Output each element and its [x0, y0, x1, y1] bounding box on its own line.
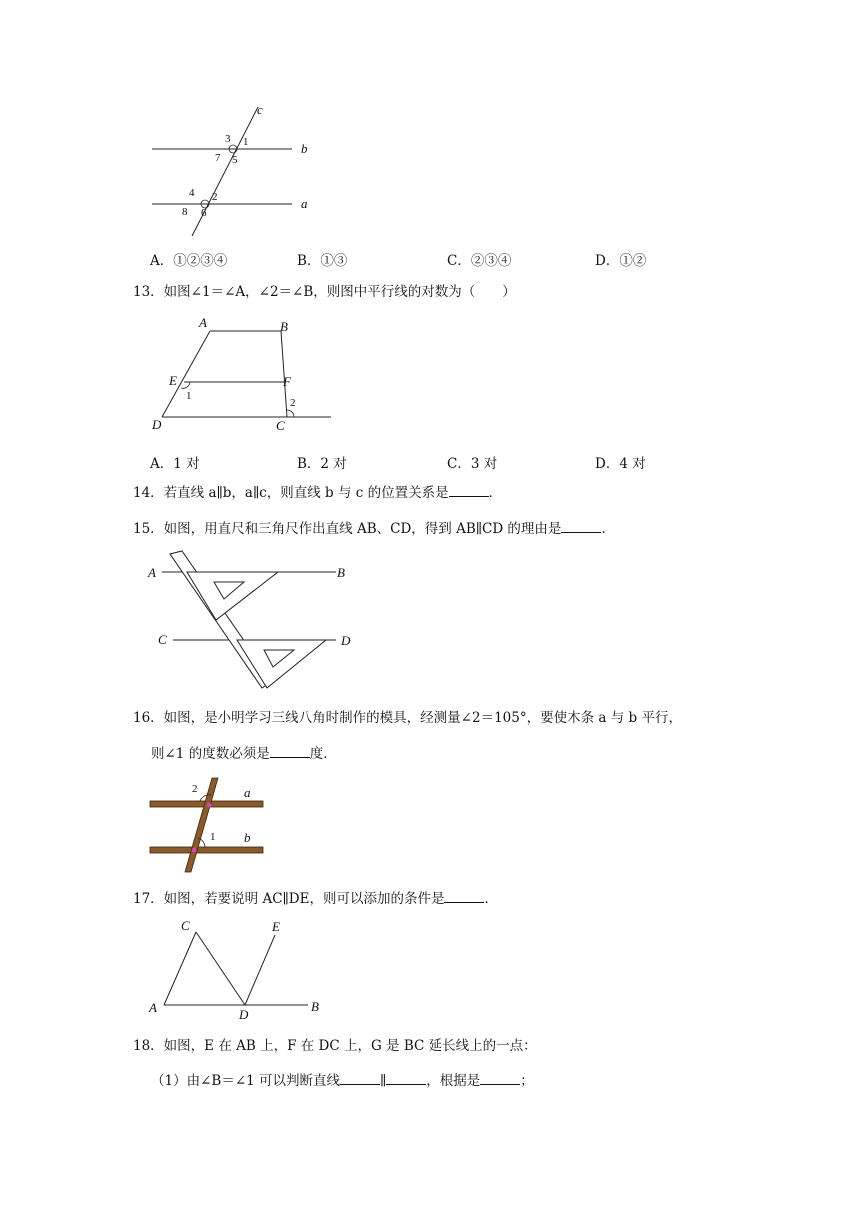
label-a: a	[244, 785, 251, 800]
q16-answer-blank[interactable]	[270, 745, 310, 758]
label-C: C	[181, 918, 190, 933]
angle-7: 7	[215, 152, 221, 164]
q16-text: 则∠1 的度数必须是	[151, 746, 270, 762]
q12-option-c[interactable]: C．②③④	[447, 253, 512, 269]
q14-text: 14．若直线 a∥b，a∥c，则直线 b 与 c 的位置关系是	[133, 485, 449, 501]
q15-period: ．	[601, 521, 615, 537]
segment-DE	[245, 935, 275, 1005]
nail-upper	[207, 803, 212, 808]
label-D: D	[341, 633, 351, 648]
label-A: A	[199, 315, 207, 330]
q17-period: ．	[484, 891, 498, 907]
q17-stem	[133, 890, 498, 908]
q16-line2	[151, 745, 337, 763]
segment-AC	[164, 932, 196, 1005]
figure-q16-wood-model	[148, 776, 278, 876]
q14-stem	[133, 484, 502, 502]
q13-stem: 13．如图∠1＝∠A，∠2＝∠B，则图中平行线的对数为（ ）	[133, 284, 516, 300]
q17-text: 17．如图，若要说明 AC∥DE，则可以添加的条件是	[133, 891, 445, 907]
label-E: E	[169, 373, 177, 388]
q12-option-a[interactable]: A．①②③④	[150, 253, 228, 269]
q18-blank-line2[interactable]	[386, 1072, 426, 1085]
angle-3: 3	[225, 133, 231, 145]
q16-line1: 16．如图，是小明学习三线八角时制作的模具，经测量∠2＝105°，要使木条 a 与 b 平行，	[133, 710, 682, 726]
q18-blank-reason[interactable]	[480, 1072, 520, 1085]
q12-option-b[interactable]: B．①③	[297, 253, 348, 269]
q18-parallel-symbol: ∥	[380, 1073, 387, 1089]
nail-lower	[192, 848, 197, 853]
segment-CD	[196, 932, 245, 1005]
q18-sub1-text: （1）由∠B＝∠1 可以判断直线	[151, 1073, 341, 1089]
q13-option-a[interactable]: A．1 对	[150, 456, 200, 472]
angle-label-1: 1	[186, 390, 192, 402]
label-A: A	[149, 1000, 157, 1015]
q13-option-b[interactable]: B．2 对	[297, 456, 347, 472]
label-B: B	[337, 565, 345, 580]
angle-arc-2	[287, 410, 294, 417]
figure-q13-trapezoid	[140, 310, 340, 435]
figure-q17-triangle	[140, 912, 340, 1022]
angle-5: 5	[232, 154, 238, 166]
q17-answer-blank[interactable]	[444, 890, 484, 903]
angle-4: 4	[189, 187, 195, 199]
q14-answer-blank[interactable]	[449, 484, 489, 497]
q16-unit: 度．	[309, 746, 337, 762]
angle-8: 8	[182, 206, 188, 218]
q12-option-d[interactable]: D．①②	[595, 253, 647, 269]
label-B: B	[280, 319, 288, 334]
angle-arc-1	[181, 382, 190, 388]
label-C: C	[276, 418, 285, 433]
label-D: D	[152, 417, 162, 432]
angle-6: 6	[201, 207, 207, 219]
label-C: C	[158, 632, 167, 647]
wood-bar-b	[150, 847, 263, 853]
q18-sub1	[151, 1072, 534, 1090]
q15-text: 15．如图，用直尺和三角尺作出直线 AB、CD，得到 AB∥CD 的理由是	[133, 521, 562, 537]
q15-stem	[133, 520, 615, 538]
q18-reason-text: ，根据是	[426, 1073, 481, 1089]
q14-period: ．	[488, 485, 503, 501]
figure-q15-ruler-triangle	[140, 548, 370, 693]
q13-option-d[interactable]: D．4 对	[595, 456, 646, 472]
angle-1: 1	[243, 136, 249, 148]
label-a: a	[301, 196, 308, 211]
label-c: c	[257, 102, 263, 117]
wood-bar-transversal	[185, 778, 218, 872]
label-A: A	[148, 565, 156, 580]
angle-2: 2	[212, 191, 218, 203]
angle-label-2: 2	[192, 783, 198, 795]
q18-stem: 18．如图，E 在 AB 上，F 在 DC 上，G 是 BC 延长线上的一点：	[133, 1038, 537, 1054]
figure-q12-parallel-lines	[140, 100, 340, 240]
label-b: b	[301, 141, 308, 156]
label-F: F	[283, 374, 291, 389]
label-E: E	[272, 919, 280, 934]
label-B: B	[311, 999, 319, 1014]
q15-answer-blank[interactable]	[561, 520, 601, 533]
q18-blank-line1[interactable]	[340, 1072, 380, 1085]
q18-semicolon: ；	[520, 1073, 534, 1089]
label-D: D	[239, 1007, 249, 1022]
q13-option-c[interactable]: C．3 对	[447, 456, 498, 472]
angle-label-2: 2	[290, 397, 296, 409]
label-b: b	[244, 830, 251, 845]
angle-label-1: 1	[210, 831, 216, 843]
